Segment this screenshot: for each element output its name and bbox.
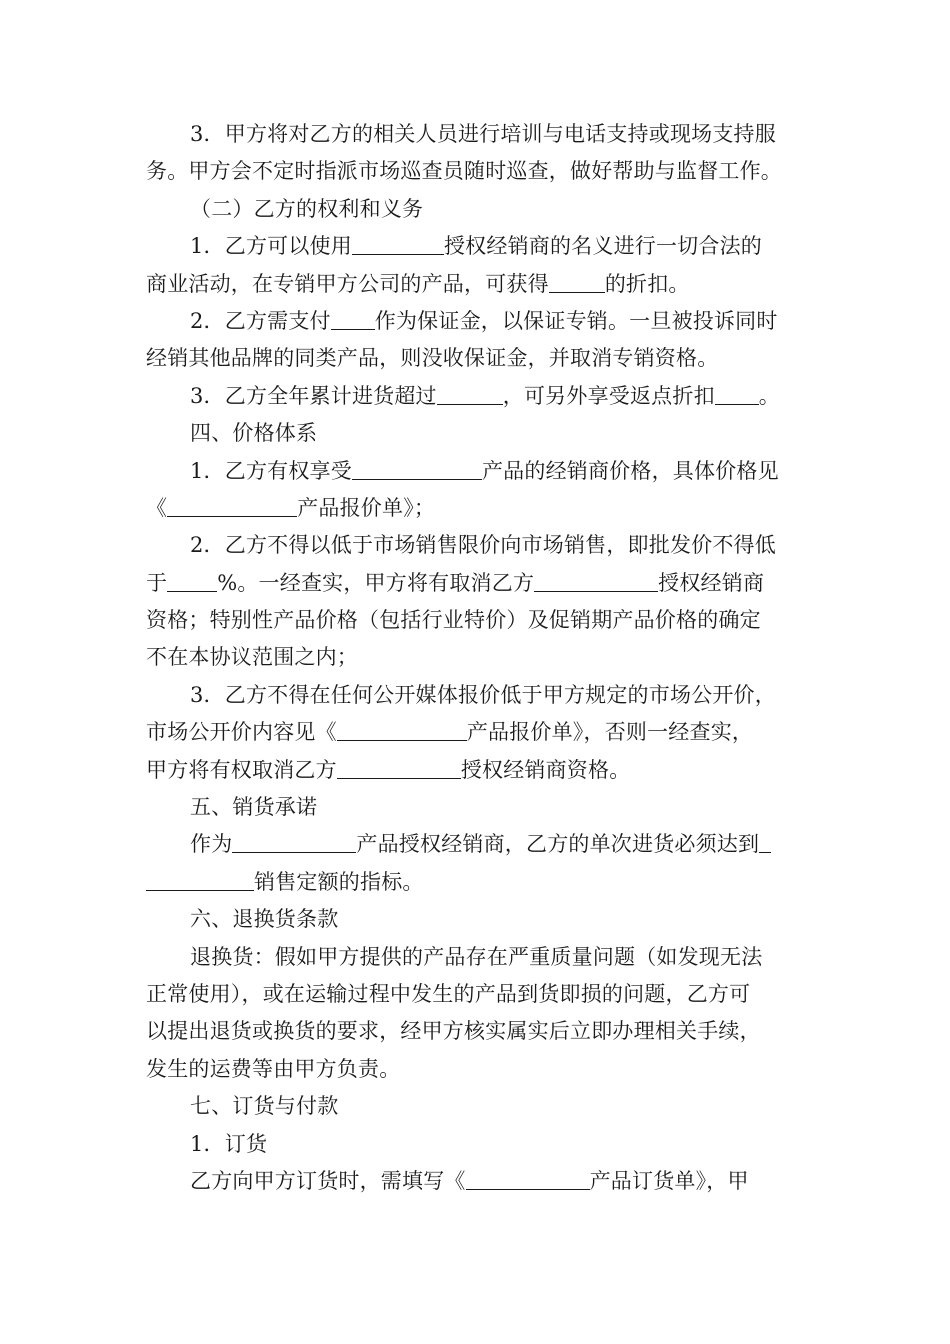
text: 经销其他品牌的同类产品，则没收保证金，并取消专销资格。 <box>146 346 719 371</box>
text: 市场公开价内容见《 <box>146 720 337 745</box>
text: 3．乙方全年累计进货超过 <box>190 383 437 408</box>
fill-blank <box>534 571 658 592</box>
paragraph-line <box>146 378 810 415</box>
section-heading <box>146 901 810 938</box>
fill-blank <box>167 571 217 592</box>
text: 3．乙方不得在任何公开媒体报价低于甲方规定的市场公开价， <box>190 682 776 707</box>
text: %。一经查实，甲方将有取消乙方 <box>217 570 535 595</box>
text: 《 <box>146 495 168 520</box>
paragraph-line <box>146 303 810 340</box>
text: 授权经销商资格。 <box>460 757 631 782</box>
heading-text: （二）乙方的权利和义务 <box>190 196 424 221</box>
fill-blank <box>167 496 297 517</box>
fill-blank <box>337 720 467 741</box>
text: 。 <box>758 383 780 408</box>
paragraph-line <box>146 939 810 976</box>
fill-blank <box>715 384 759 405</box>
text: 3．甲方将对乙方的相关人员进行培训与电话支持或现场支持服 <box>190 122 776 146</box>
paragraph-line <box>146 1163 810 1200</box>
paragraph-line <box>146 752 810 789</box>
heading-text: 七、订货与付款 <box>190 1094 339 1119</box>
heading-text: 五、销货承诺 <box>190 795 318 820</box>
text: 2．乙方需支付 <box>190 308 331 333</box>
paragraph-line <box>146 1051 810 1088</box>
text: 乙方向甲方订货时，需填写《 <box>190 1168 466 1193</box>
text: 的折扣。 <box>604 271 690 296</box>
subsection-heading <box>146 1126 810 1163</box>
paragraph-line <box>146 976 810 1013</box>
text: 作为 <box>190 832 233 857</box>
text: 产品的经销商价格，具体价格见 <box>481 458 779 483</box>
text: 不在本协议范围之内； <box>146 645 358 670</box>
text: 产品报价单》，否则一经查实， <box>466 720 754 745</box>
text: 以提出退货或换货的要求，经甲方核实属实后立即办理相关手续， <box>146 1019 761 1044</box>
text: 产品报价单》； <box>297 495 436 520</box>
heading-text: 四、价格体系 <box>190 421 318 446</box>
document-body <box>146 116 810 1200</box>
fill-blank <box>437 384 503 405</box>
fill-blank <box>352 459 482 480</box>
paragraph-line <box>146 602 810 639</box>
paragraph-line <box>146 116 810 153</box>
text: 发生的运费等由甲方负责。 <box>146 1056 401 1081</box>
paragraph-line <box>146 340 810 377</box>
paragraph-line <box>146 864 810 901</box>
paragraph-line <box>146 1013 810 1050</box>
paragraph-line <box>146 453 810 490</box>
heading-text: 1．订货 <box>190 1131 268 1156</box>
text: 2．乙方不得以低于市场销售限价向市场销售，即批发价不得低 <box>190 533 776 558</box>
section-heading <box>146 1088 810 1125</box>
paragraph-line <box>146 565 810 602</box>
text: 产品订货单》，甲 <box>589 1168 749 1193</box>
fill-blank <box>352 234 444 255</box>
text: 1．乙方可以使用 <box>190 234 352 259</box>
text: 甲方将有权取消乙方 <box>146 757 337 782</box>
heading-text: 六、退换货条款 <box>190 907 339 932</box>
paragraph-line <box>146 490 810 527</box>
paragraph-line <box>146 677 810 714</box>
text: 于 <box>146 570 168 595</box>
paragraph-line <box>146 527 810 564</box>
fill-blank <box>146 870 254 891</box>
text: 务。甲方会不定时指派市场巡查员随时巡查，做好帮助与监督工作。 <box>146 159 782 184</box>
text: 授权经销商 <box>658 570 765 595</box>
fill-blank <box>331 309 375 330</box>
fill-blank <box>549 272 605 293</box>
section-heading <box>146 191 810 228</box>
text: 正常使用），或在运输过程中发生的产品到货即损的问题，乙方可 <box>146 981 751 1006</box>
text: ，可另外享受返点折扣 <box>502 383 715 408</box>
text: 1．乙方有权享受 <box>190 458 352 483</box>
fill-blank <box>466 1169 590 1190</box>
text: 授权经销商的名义进行一切合法的 <box>443 234 762 259</box>
section-heading <box>146 789 810 826</box>
text: 销售定额的指标。 <box>254 869 424 894</box>
paragraph-line <box>146 266 810 303</box>
paragraph-line <box>146 153 810 190</box>
text: 产品授权经销商，乙方的单次进货必须达到 <box>356 832 760 857</box>
paragraph-line <box>146 639 810 676</box>
text: 退换货：假如甲方提供的产品存在严重质量问题（如发现无法 <box>190 944 763 969</box>
text: 作为保证金，以保证专销。一旦被投诉同时 <box>374 308 778 333</box>
fill-blank <box>759 832 771 853</box>
paragraph-line <box>146 826 810 863</box>
text: 商业活动，在专销甲方公司的产品，可获得 <box>146 271 549 296</box>
fill-blank <box>337 758 461 779</box>
paragraph-line <box>146 714 810 751</box>
text: 资格；特别性产品价格（包括行业特价）及促销期产品价格的确定 <box>146 608 761 633</box>
section-heading <box>146 415 810 452</box>
fill-blank <box>232 832 356 853</box>
paragraph-line <box>146 228 810 265</box>
